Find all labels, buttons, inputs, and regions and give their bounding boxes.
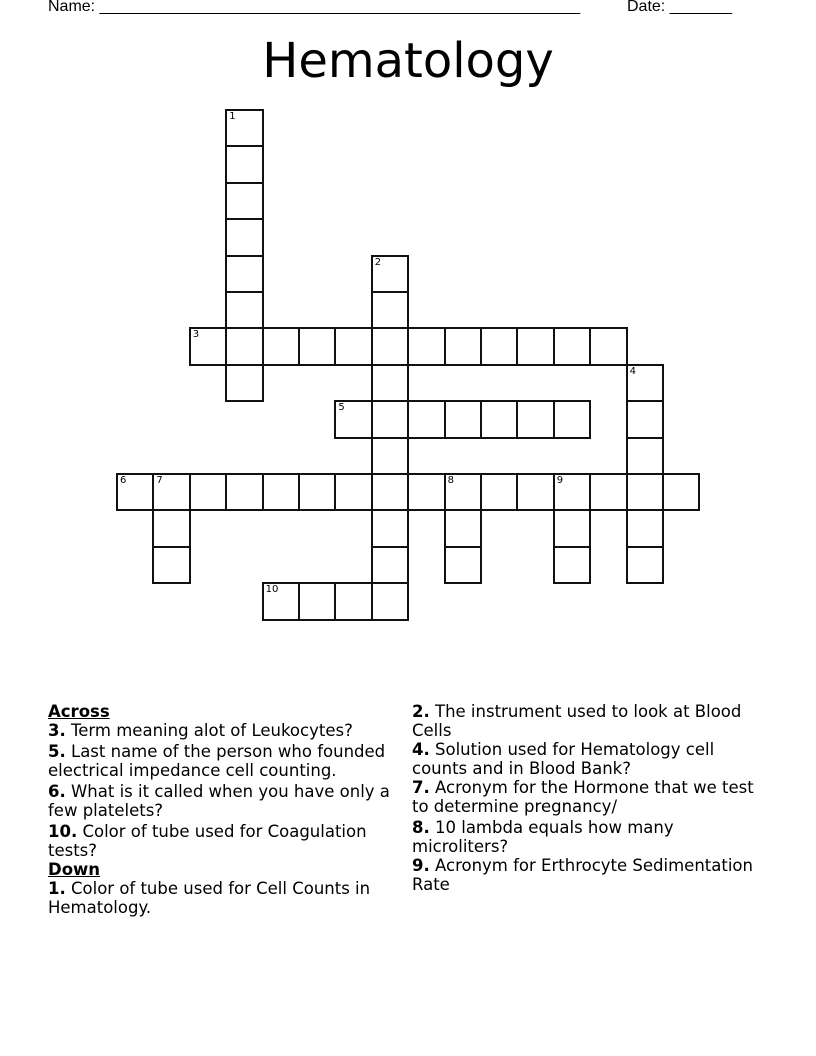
grid-cell[interactable] (371, 255, 409, 293)
clue-text: 10 lambda equals how many microliters? (412, 818, 674, 856)
clue-text: Color of tube used for Cell Counts in Hematology. (48, 879, 371, 917)
clues-right-column (412, 702, 757, 896)
grid-cell[interactable] (444, 400, 482, 438)
clue-number: 1. (48, 879, 66, 898)
grid-cell[interactable] (152, 473, 190, 511)
clue-number-label: 7 (156, 475, 163, 486)
clue-text: Acronym for the Hormone that we test to determine pregnancy/ (412, 778, 754, 816)
down-heading: Down (48, 860, 101, 879)
grid-cell[interactable] (334, 473, 372, 511)
grid-cell[interactable] (262, 582, 300, 620)
grid-cell[interactable] (444, 509, 482, 547)
grid-cell[interactable] (626, 509, 664, 547)
grid-cell[interactable] (480, 400, 518, 438)
clue-text: Acronym for Erthrocyte Sedimentation Rate (412, 856, 753, 894)
grid-cell[interactable] (225, 364, 263, 402)
grid-cell[interactable] (444, 327, 482, 365)
grid-cell[interactable] (553, 509, 591, 547)
grid-cell[interactable] (371, 582, 409, 620)
grid-cell[interactable] (225, 109, 263, 147)
page-title: Hematology (262, 33, 554, 89)
grid-cell[interactable] (626, 437, 664, 475)
clue-across-6 (48, 782, 393, 820)
grid-cell[interactable] (225, 473, 263, 511)
clue-text: Last name of the person who founded electrical impedance cell counting. (48, 742, 386, 780)
grid-cell[interactable] (480, 327, 518, 365)
clue-down-9 (412, 856, 757, 894)
clue-down-7 (412, 778, 757, 816)
grid-cell[interactable] (334, 327, 372, 365)
grid-cell[interactable] (553, 400, 591, 438)
clue-across-3 (48, 721, 393, 740)
clue-number: 6. (48, 782, 66, 801)
clue-number: 2. (412, 702, 430, 721)
clue-number-label: 1 (229, 111, 236, 122)
grid-cell[interactable] (189, 473, 227, 511)
grid-cell[interactable] (407, 400, 445, 438)
clue-text: What is it called when you have only a few platelets? (48, 782, 390, 820)
grid-cell[interactable] (444, 473, 482, 511)
grid-cell[interactable] (407, 327, 445, 365)
grid-cell[interactable] (371, 364, 409, 402)
clue-text: Term meaning alot of Leukocytes? (65, 721, 353, 740)
grid-cell[interactable] (589, 473, 627, 511)
clue-number: 4. (412, 740, 430, 759)
grid-cell[interactable] (626, 364, 664, 402)
grid-cell[interactable] (516, 400, 554, 438)
grid-cell[interactable] (225, 255, 263, 293)
grid-cell[interactable] (553, 546, 591, 584)
grid-cell[interactable] (298, 327, 336, 365)
clue-number: 7. (412, 778, 430, 797)
clue-number: 5. (48, 742, 66, 761)
clue-number: 8. (412, 818, 430, 837)
clue-across-10 (48, 822, 393, 860)
clue-down-1 (48, 879, 393, 917)
grid-cell[interactable] (626, 400, 664, 438)
name-field: Name: ______________________________________________________ (48, 0, 581, 15)
grid-cell[interactable] (298, 582, 336, 620)
clue-text: Solution used for Hematology cell counts and in Blood Bank? (412, 740, 715, 778)
grid-cell[interactable] (189, 327, 227, 365)
grid-cell[interactable] (225, 182, 263, 220)
grid-cell[interactable] (152, 546, 190, 584)
clue-down-8 (412, 818, 757, 856)
grid-cell[interactable] (371, 509, 409, 547)
date-field: Date: _______ (627, 0, 732, 15)
clue-number: 10. (48, 822, 78, 841)
grid-cell[interactable] (371, 437, 409, 475)
clue-number-label: 5 (338, 402, 345, 414)
grid-cell[interactable] (371, 327, 409, 365)
clue-down-2 (412, 702, 757, 740)
clue-text: Color of tube used for Coagulation tests? (48, 822, 367, 860)
grid-cell[interactable] (225, 291, 263, 329)
grid-cell[interactable] (116, 473, 154, 511)
clue-number-label: 8 (447, 475, 454, 486)
grid-cell[interactable] (589, 327, 627, 365)
clue-number-label: 6 (120, 475, 127, 486)
grid-cell[interactable] (516, 327, 554, 365)
clue-number: 9. (412, 856, 430, 875)
grid-cell[interactable] (371, 473, 409, 511)
clue-number-label: 10 (265, 584, 279, 596)
grid-cell[interactable] (553, 473, 591, 511)
grid-cell[interactable] (444, 546, 482, 584)
grid-cell[interactable] (298, 473, 336, 511)
grid-cell[interactable] (626, 546, 664, 584)
clue-down-4 (412, 740, 757, 778)
clue-number-label: 3 (192, 329, 200, 341)
grid-cell[interactable] (480, 473, 518, 511)
clue-number-label: 2 (374, 256, 382, 268)
grid-cell[interactable] (334, 582, 372, 620)
grid-cell[interactable] (516, 473, 554, 511)
grid-cell[interactable] (662, 473, 700, 511)
grid-cell[interactable] (371, 291, 409, 329)
clue-number: 3. (48, 721, 66, 740)
grid-cell[interactable] (225, 218, 263, 256)
clues-left-column (48, 702, 393, 919)
grid-cell[interactable] (553, 327, 591, 365)
across-heading: Across (48, 702, 110, 721)
grid-cell[interactable] (225, 145, 263, 183)
grid-cell[interactable] (152, 509, 190, 547)
clue-across-5 (48, 742, 393, 780)
grid-cell[interactable] (371, 400, 409, 438)
clue-text: The instrument used to look at Blood Cells (412, 702, 742, 740)
grid-cell[interactable] (334, 400, 372, 438)
grid-cell[interactable] (262, 327, 300, 365)
grid-cell[interactable] (626, 473, 664, 511)
clue-number-label: 9 (556, 475, 564, 486)
grid-cell[interactable] (407, 473, 445, 511)
grid-cell[interactable] (262, 473, 300, 511)
grid-cell[interactable] (225, 327, 263, 365)
grid-cell[interactable] (371, 546, 409, 584)
clue-number-label: 4 (629, 365, 636, 377)
